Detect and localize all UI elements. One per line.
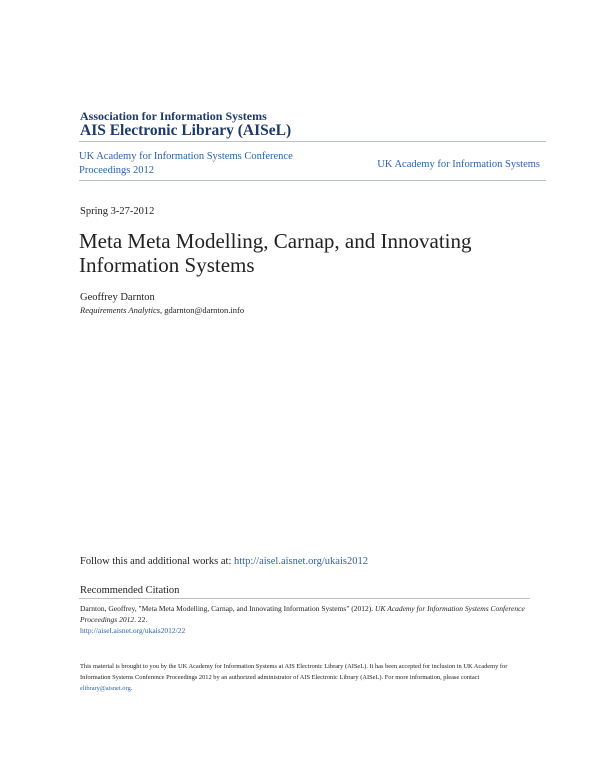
- author-affiliation: [80, 305, 244, 315]
- citation-divider: [79, 598, 530, 599]
- citation-source: UK Academy for Information Systems Conference Proceedings 2012: [80, 604, 525, 624]
- follow-line: [80, 556, 368, 567]
- author-name: Geoffrey Darnton: [80, 292, 155, 303]
- notice-body: This material is brought to you by the UK Academy for Information Systems at AIS Electronic Library (AISeL). It has been accepted for inclusion in UK Academy for Information Systems Conference Proceedings 2012 by an authorized administrator of AIS Electronic Library (AISeL). For more information, please contact: [80, 663, 508, 681]
- proceedings-link[interactable]: UK Academy for Information Systems Conference Proceedings 2012: [79, 151, 293, 176]
- citation-link[interactable]: http://aisel.aisnet.org/ukais2012/22: [80, 626, 186, 635]
- affiliation-email: , gdarnton@darnton.info: [160, 305, 245, 315]
- notice-text: [80, 661, 530, 694]
- library-name: AIS Electronic Library (AISeL): [80, 122, 292, 139]
- organization-name: Association for Information Systems: [80, 109, 267, 123]
- publication-date: Spring 3-27-2012: [80, 206, 155, 217]
- collection-nav: [79, 141, 546, 181]
- citation-text: [80, 603, 530, 636]
- article-title: Meta Meta Modelling, Carnap, and Innovating Information Systems: [79, 229, 472, 277]
- notice-end: .: [130, 685, 133, 692]
- contact-email-link[interactable]: elibrary@aisnet.org: [80, 685, 131, 692]
- citation-suffix: . 22.: [134, 615, 148, 624]
- academy-link[interactable]: UK Academy for Information Systems: [377, 159, 540, 170]
- follow-link[interactable]: http://aisel.aisnet.org/ukais2012: [234, 556, 368, 567]
- affiliation-org: Requirements Analytics: [80, 305, 161, 315]
- follow-text: Follow this and additional works at:: [80, 556, 234, 567]
- citation-prefix: Darnton, Geoffrey, "Meta Meta Modelling, Carnap, and Innovating Information Systems" (2012).: [80, 604, 376, 613]
- recommended-citation-heading: Recommended Citation: [80, 585, 180, 596]
